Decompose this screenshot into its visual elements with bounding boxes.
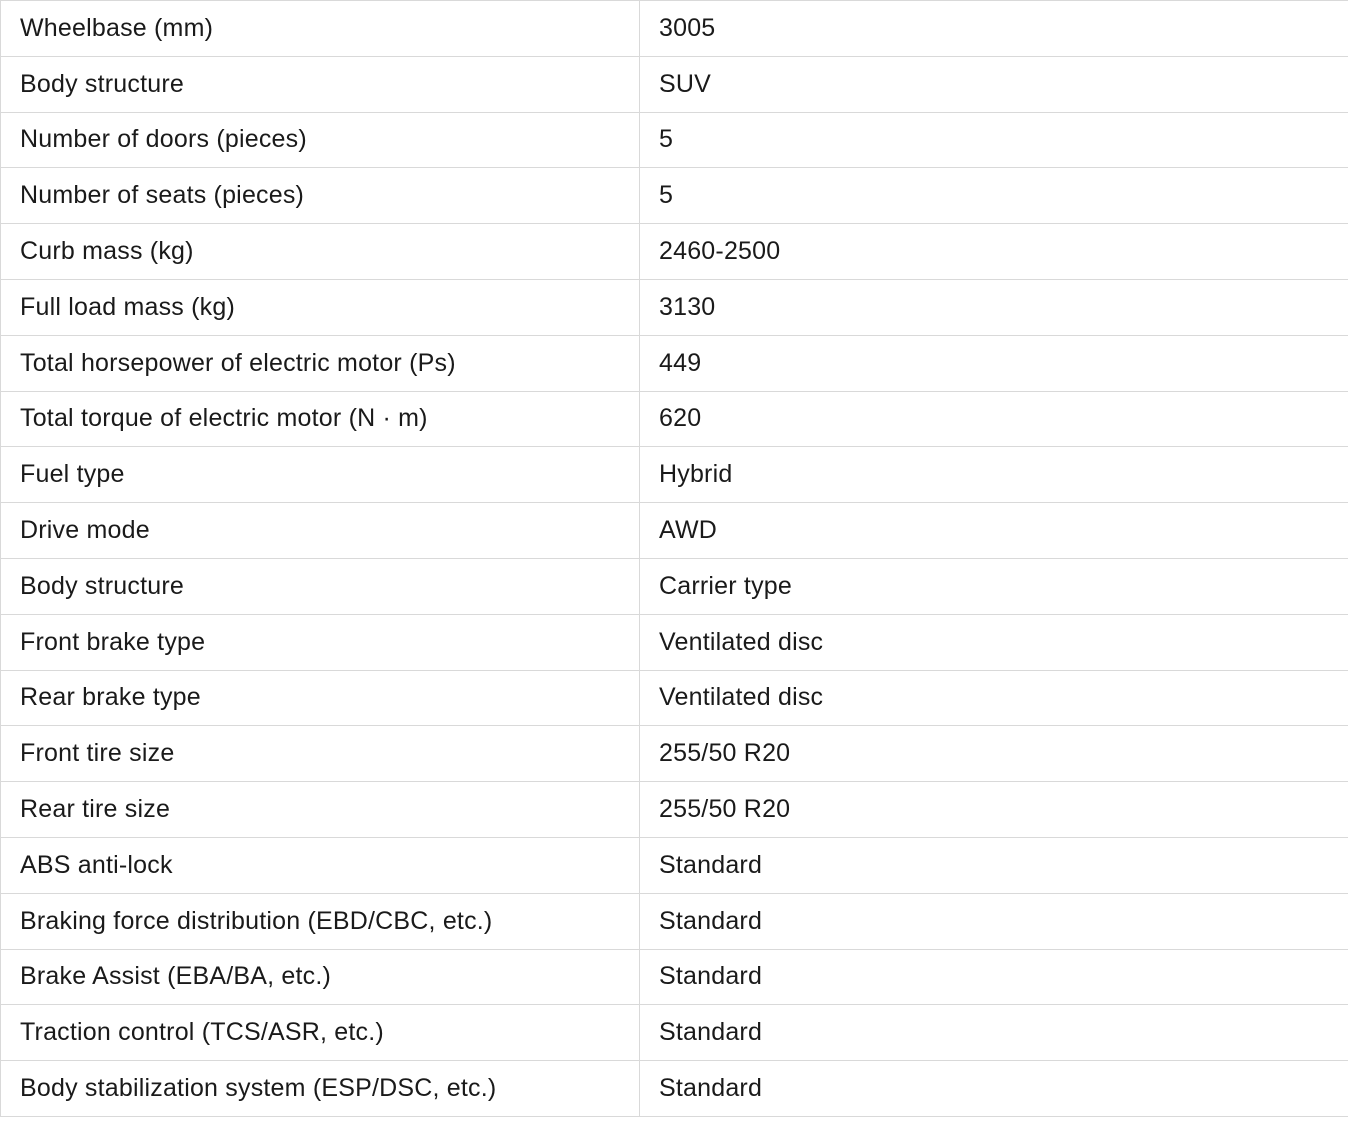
table-row xyxy=(1,112,1348,168)
spec-value: Standard xyxy=(640,949,1348,1005)
table-row xyxy=(1,893,1348,949)
spec-value: AWD xyxy=(640,503,1348,559)
spec-value: 255/50 R20 xyxy=(640,726,1348,782)
spec-label: Drive mode xyxy=(1,503,640,559)
spec-value: 2460-2500 xyxy=(640,224,1348,280)
spec-label: Front tire size xyxy=(1,726,640,782)
spec-label: Total torque of electric motor (N · m) xyxy=(1,391,640,447)
table-row xyxy=(1,1,1348,57)
table-row xyxy=(1,1005,1348,1061)
spec-label: Front brake type xyxy=(1,614,640,670)
spec-value: 5 xyxy=(640,168,1348,224)
spec-label: Brake Assist (EBA/BA, etc.) xyxy=(1,949,640,1005)
spec-label: Body structure xyxy=(1,558,640,614)
table-row xyxy=(1,726,1348,782)
spec-value: Ventilated disc xyxy=(640,614,1348,670)
spec-value: SUV xyxy=(640,56,1348,112)
spec-label: Rear tire size xyxy=(1,782,640,838)
spec-label: Braking force distribution (EBD/CBC, etc.) xyxy=(1,893,640,949)
spec-value: Standard xyxy=(640,837,1348,893)
spec-label: Fuel type xyxy=(1,447,640,503)
table-row xyxy=(1,391,1348,447)
spec-label: Curb mass (kg) xyxy=(1,224,640,280)
spec-label: Rear brake type xyxy=(1,670,640,726)
table-row xyxy=(1,670,1348,726)
spec-label: Total horsepower of electric motor (Ps) xyxy=(1,335,640,391)
spec-value: 255/50 R20 xyxy=(640,782,1348,838)
spec-label: Body stabilization system (ESP/DSC, etc.) xyxy=(1,1061,640,1117)
spec-value: Hybrid xyxy=(640,447,1348,503)
spec-value: Standard xyxy=(640,893,1348,949)
table-row xyxy=(1,614,1348,670)
spec-label: Body structure xyxy=(1,56,640,112)
spec-value: 620 xyxy=(640,391,1348,447)
spec-value: Carrier type xyxy=(640,558,1348,614)
spec-label: Wheelbase (mm) xyxy=(1,1,640,57)
spec-value: 5 xyxy=(640,112,1348,168)
table-row xyxy=(1,224,1348,280)
spec-label: Number of seats (pieces) xyxy=(1,168,640,224)
table-row xyxy=(1,1061,1348,1117)
table-row xyxy=(1,782,1348,838)
spec-table-body xyxy=(1,1,1348,1117)
spec-value: 449 xyxy=(640,335,1348,391)
spec-value: 3130 xyxy=(640,279,1348,335)
table-row xyxy=(1,447,1348,503)
table-row xyxy=(1,335,1348,391)
table-row xyxy=(1,279,1348,335)
table-row xyxy=(1,837,1348,893)
spec-label: Number of doors (pieces) xyxy=(1,112,640,168)
spec-label: Traction control (TCS/ASR, etc.) xyxy=(1,1005,640,1061)
spec-label: ABS anti-lock xyxy=(1,837,640,893)
spec-label: Full load mass (kg) xyxy=(1,279,640,335)
table-row xyxy=(1,949,1348,1005)
table-row xyxy=(1,56,1348,112)
table-row xyxy=(1,503,1348,559)
spec-value: Ventilated disc xyxy=(640,670,1348,726)
table-row xyxy=(1,558,1348,614)
spec-value: Standard xyxy=(640,1061,1348,1117)
spec-value: 3005 xyxy=(640,1,1348,57)
table-row xyxy=(1,168,1348,224)
spec-value: Standard xyxy=(640,1005,1348,1061)
